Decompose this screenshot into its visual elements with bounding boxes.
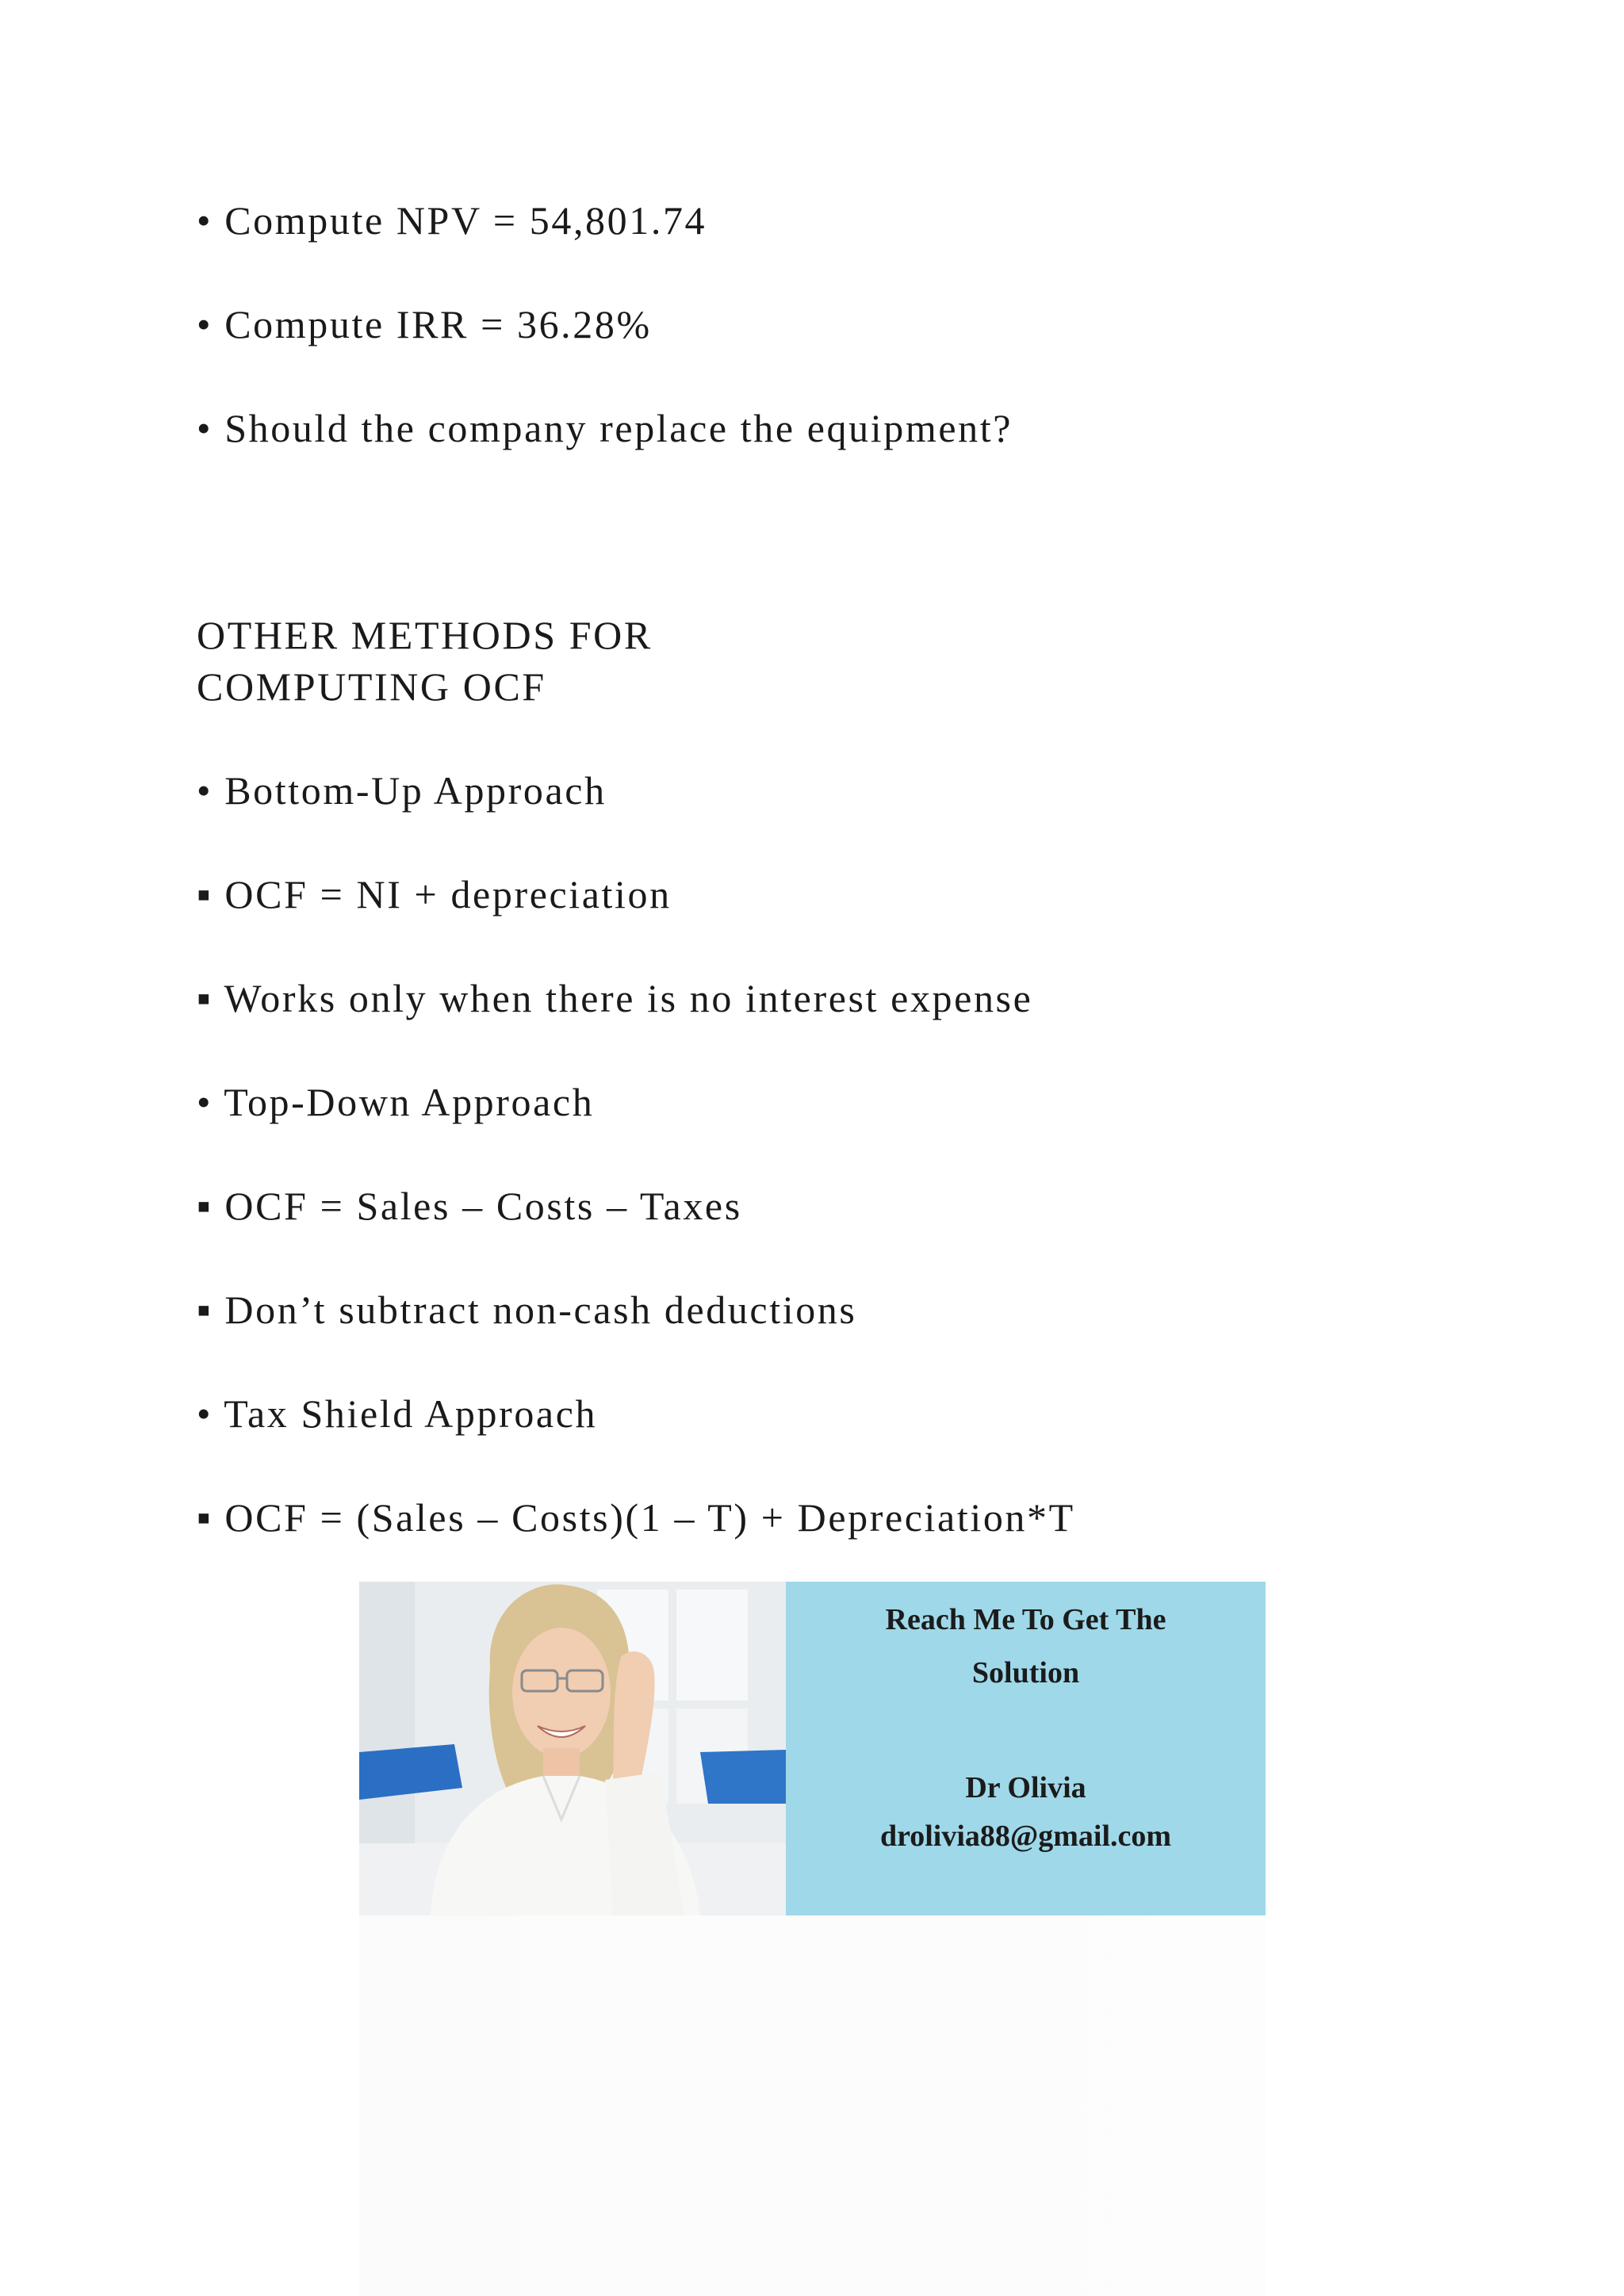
method-top-down: • Top-Down Approach	[197, 1080, 595, 1124]
method-bottom-up: • Bottom-Up Approach	[197, 768, 607, 813]
woman-illustration	[359, 1582, 786, 1915]
npv-line: • Compute NPV = 54,801.74	[197, 198, 707, 243]
method-top-down-formula: ▪ OCF = Sales – Costs – Taxes	[197, 1184, 742, 1228]
contact-name: Dr Olivia	[965, 1771, 1086, 1804]
method-top-down-note: ▪ Don’t subtract non-cash deductions	[197, 1288, 857, 1332]
woman-photo	[359, 1582, 786, 1915]
method-tax-shield-formula: ▪ OCF = (Sales – Costs)(1 – T) + Depreciation*T	[197, 1495, 1075, 1540]
method-bottom-up-formula: ▪ OCF = NI + depreciation	[197, 872, 672, 916]
section-heading-line-2: COMPUTING OCF	[197, 664, 546, 709]
method-bottom-up-note: ▪ Works only when there is no interest expense	[197, 976, 1033, 1020]
method-tax-shield: • Tax Shield Approach	[197, 1391, 598, 1436]
irr-line: • Compute IRR = 36.28%	[197, 302, 652, 346]
replace-question-line: • Should the company replace the equipment?	[197, 406, 1013, 450]
faint-image-strip	[359, 1915, 1266, 2296]
section-heading	[197, 610, 653, 713]
contact-banner	[359, 1582, 1266, 1915]
section-heading-line-1: OTHER METHODS FOR	[197, 613, 653, 657]
contact-panel	[786, 1582, 1266, 1915]
contact-title-line-1: Reach Me To Get The	[885, 1603, 1166, 1636]
contact-title-line-2: Solution	[971, 1656, 1080, 1689]
contact-email[interactable]: drolivia88@gmail.com	[879, 1820, 1172, 1853]
